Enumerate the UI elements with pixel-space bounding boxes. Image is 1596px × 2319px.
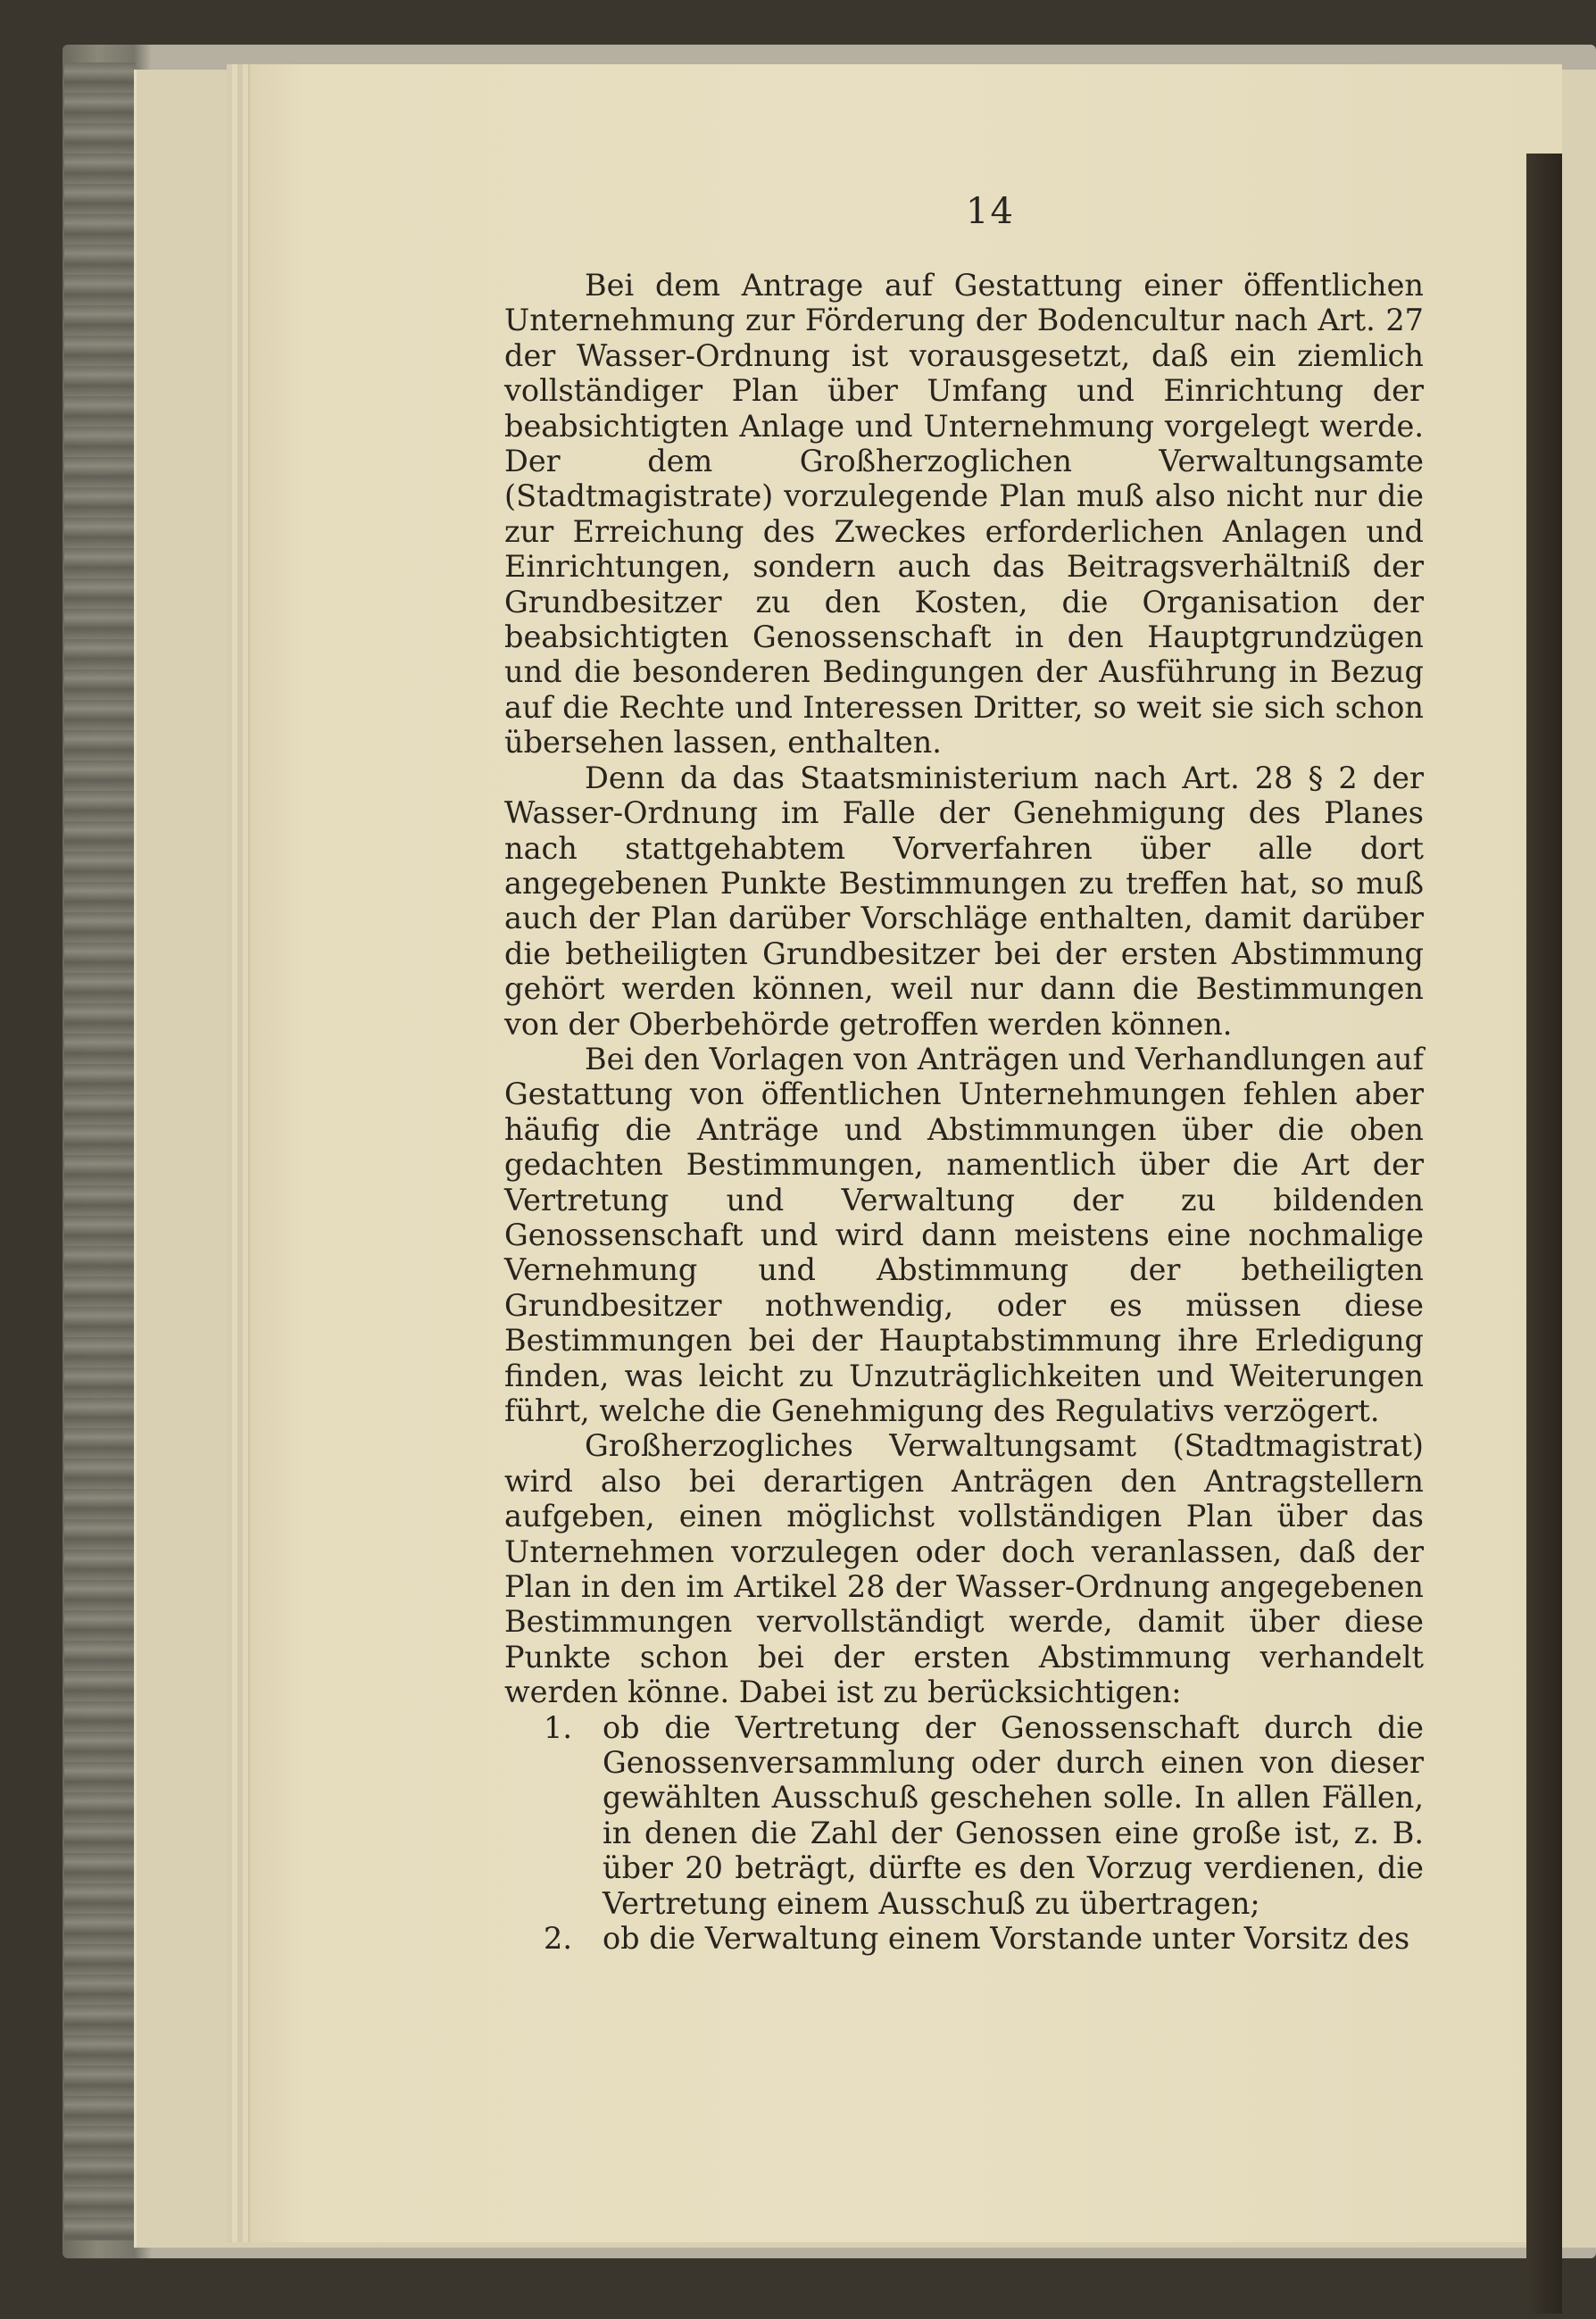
page-body-text bbox=[504, 268, 1424, 1957]
list-item-text: ob die Verwaltung einem Vorstande unter Vorsitz des bbox=[603, 1921, 1410, 1957]
paragraph-4: Großherzogliches Verwaltungsamt (Stadtmagistrat) wird also bei derartigen Anträgen den Antragstellern aufgeben, einen möglichst vollständigen Plan über das Unternehmen vorzulegen oder doch veranlassen, daß der Plan in den im Artikel 28 der Wasser-Ordnung angegebenen Bestimmungen vervollständigt werde, damit über diese Punkte schon bei der ersten Abstimmung verhandelt werden könne. Dabei ist zu berücksichtigen: bbox=[504, 1428, 1424, 1710]
list-item-number: 2. bbox=[544, 1921, 572, 1957]
list-item-text: ob die Vertretung der Genossenschaft durch die Genossenversammlung oder durch einen von dieser gewählten Ausschuß geschehen solle. In allen Fällen, in denen die Zahl der Genossen eine große ist, z. B. über 20 beträgt, dürfte es den Vorzug verdienen, die Vertretung einem Ausschuß zu übertragen; bbox=[603, 1709, 1424, 1921]
list-item bbox=[504, 1921, 1424, 1956]
page-number: 14 bbox=[966, 191, 1015, 232]
book-spine bbox=[64, 62, 136, 2240]
paragraph-1: Bei dem Antrage auf Gestattung einer öffentlichen Unternehmung zur Förderung der Bodencultur nach Art. 27 der Wasser-Ordnung ist vorausgesetzt, daß ein ziemlich vollständiger Plan über Umfang und Einrichtung der beabsichtigten Anlage und Unternehmung vorgelegt werde. Der dem Großherzoglichen Verwaltungsamte (Stadtmagistrate) vorzulegende Plan muß also nicht nur die zur Erreichung des Zweckes erforderlichen Anlagen und Einrichtungen, sondern auch das Beitragsverhältniß der Grundbesitzer zu den Kosten, die Organisation der beabsichtigten Genossenschaft in den Hauptgrundzügen und die besonderen Bedingungen der Ausführung in Bezug auf die Rechte und Interessen Dritter, so weit sie sich schon übersehen lassen, enthalten. bbox=[504, 268, 1424, 761]
paragraph-3: Bei den Vorlagen von Anträgen und Verhandlungen auf Gestattung von öffentlichen Unternehmungen fehlen aber häufig die Anträge und Abstimmungen über die oben gedachten Bestimmungen, namentlich über die Art der Vertretung und Verwaltung der zu bildenden Genossenschaft und wird dann meistens eine nochmalige Vernehmung und Abstimmung der betheiligten Grundbesitzer nothwendig, oder es müssen diese Bestimmungen bei der Hauptabstimmung ihre Erledigung finden, was leicht zu Unzuträglichkeiten und Weiterungen führt, welche die Genehmigung des Regulativs verzögert. bbox=[504, 1041, 1424, 1428]
list-item-number: 1. bbox=[544, 1709, 572, 1745]
list-item bbox=[504, 1710, 1424, 1921]
gutter-shadow bbox=[1526, 154, 1562, 2314]
paragraph-2: Denn da das Staatsministerium nach Art. 28 § 2 der Wasser-Ordnung im Falle der Genehmigung des Planes nach stattgehabtem Vorverfahren über alle dort angegebenen Punkte Bestimmungen zu treffen hat, so muß auch der Plan darüber Vorschläge enthalten, damit darüber die betheiligten Grundbesitzer bei der ersten Abstimmung gehört werden können, weil nur dann die Bestimmungen von der Oberbehörde getroffen werden können. bbox=[504, 760, 1424, 1042]
considerations-list bbox=[504, 1710, 1424, 1957]
